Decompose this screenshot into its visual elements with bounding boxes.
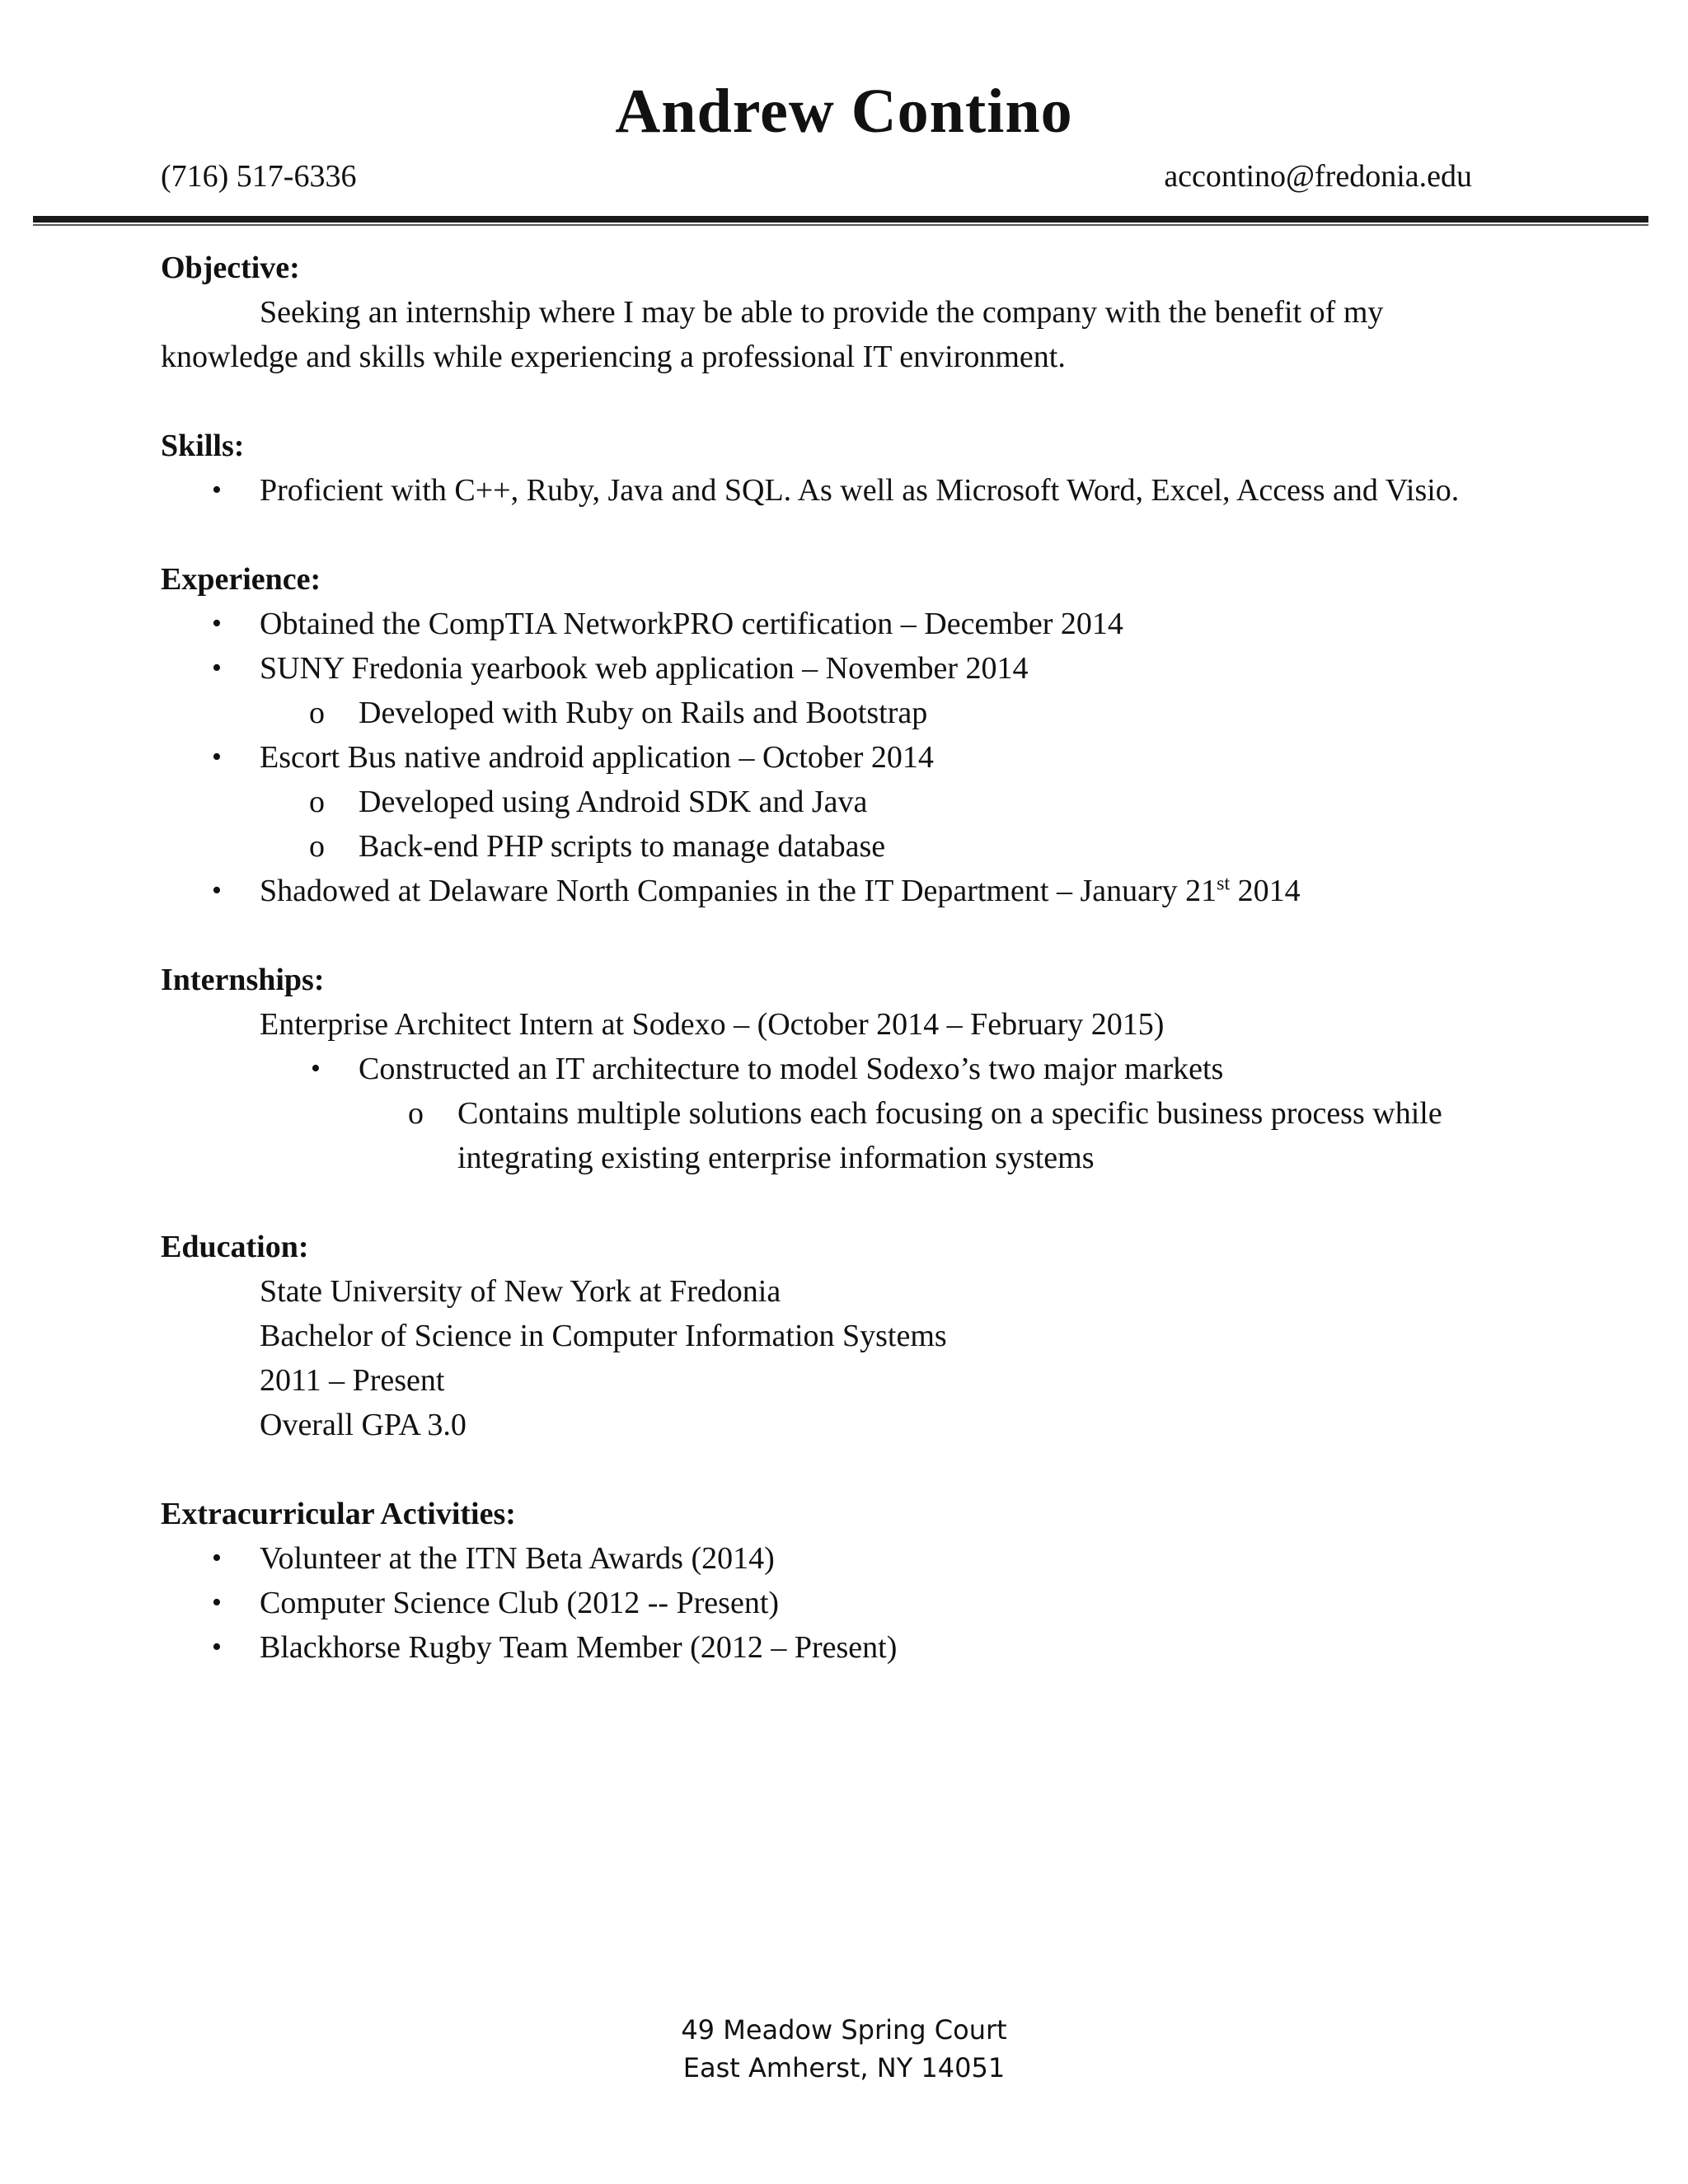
skills-list — [161, 468, 1496, 513]
list-item: • Volunteer at the ITN Beta Awards (2014) — [161, 1536, 1496, 1581]
spacer — [161, 913, 1496, 958]
list-item: • Escort Bus native android application – October 2014 — [161, 735, 1496, 780]
internship-list — [161, 1047, 1496, 1091]
internships-section — [161, 958, 1496, 1180]
experience-sublist — [161, 780, 1496, 869]
list-item: • Blackhorse Rugby Team Member (2012 – Present) — [161, 1625, 1496, 1670]
experience-section — [161, 557, 1496, 913]
experience-list — [161, 735, 1496, 780]
header-divider — [33, 216, 1648, 223]
internship-title: Enterprise Architect Intern at Sodexo – (October 2014 – February 2015) — [260, 1007, 1165, 1042]
list-item: • Proficient with C++, Ruby, Java and SQL. As well as Microsoft Word, Excel, Access and Visio. — [161, 468, 1496, 513]
extracurricular-list — [161, 1536, 1496, 1670]
phone-number: (716) 517-6336 — [161, 159, 357, 194]
spacer — [161, 379, 1496, 424]
skills-heading: Skills: — [161, 429, 245, 463]
skills-section — [161, 424, 1496, 513]
header-divider-thin — [33, 224, 1648, 226]
experience-heading: Experience: — [161, 562, 321, 597]
address-line-1: 49 Meadow Spring Court — [681, 2014, 1007, 2046]
candidate-name: Andrew Contino — [615, 77, 1073, 146]
sub-list-item: o Developed using Android SDK and Java — [161, 780, 1496, 824]
education-heading: Education: — [161, 1230, 309, 1264]
education-section — [161, 1225, 1496, 1447]
objective-heading: Objective: — [161, 251, 300, 285]
list-item: • Computer Science Club (2012 -- Present) — [161, 1581, 1496, 1625]
objective-section — [161, 246, 1496, 379]
extracurricular-heading: Extracurricular Activities: — [161, 1497, 516, 1531]
list-item: • Constructed an IT architecture to model Sodexo’s two major markets — [161, 1047, 1496, 1091]
experience-sublist — [161, 691, 1496, 735]
spacer — [161, 1180, 1496, 1225]
objective-text: Seeking an internship where I may be able to provide the company with the benefit of my knowledge and skills while experiencing a professional IT environment. — [161, 295, 1384, 374]
internship-sublist — [161, 1091, 1496, 1180]
address-line-2: East Amherst, NY 14051 — [682, 2052, 1006, 2083]
spacer — [161, 513, 1496, 557]
education-school: State University of New York at Fredonia — [260, 1274, 781, 1309]
email-address: accontino@fredonia.edu — [1164, 159, 1472, 194]
shadow-year: 2014 — [1230, 874, 1301, 908]
experience-list — [161, 602, 1496, 691]
education-degree: Bachelor of Science in Computer Information Systems — [260, 1319, 947, 1353]
spacer — [161, 1447, 1496, 1492]
resume-body — [161, 246, 1496, 1670]
sub-list-item: o Back-end PHP scripts to manage database — [161, 824, 1496, 869]
sub-list-item: o Developed with Ruby on Rails and Bootstrap — [161, 691, 1496, 735]
internships-heading: Internships: — [161, 963, 325, 997]
education-years: 2011 – Present — [260, 1363, 445, 1398]
list-item: • Obtained the CompTIA NetworkPRO certification – December 2014 — [161, 602, 1496, 646]
education-gpa: Overall GPA 3.0 — [260, 1408, 467, 1442]
sub-list-item: o Contains multiple solutions each focusing on a specific business process while integrating existing enterprise information systems — [161, 1091, 1496, 1180]
footer-address — [0, 2011, 1688, 2087]
experience-list — [161, 869, 1496, 913]
list-item: • SUNY Fredonia yearbook web application – November 2014 — [161, 646, 1496, 691]
shadow-text: Shadowed at Delaware North Companies in the IT Department – January 21 — [260, 874, 1217, 908]
list-item — [161, 869, 1496, 913]
ordinal-suffix: st — [1217, 873, 1231, 895]
extracurricular-section — [161, 1492, 1496, 1670]
